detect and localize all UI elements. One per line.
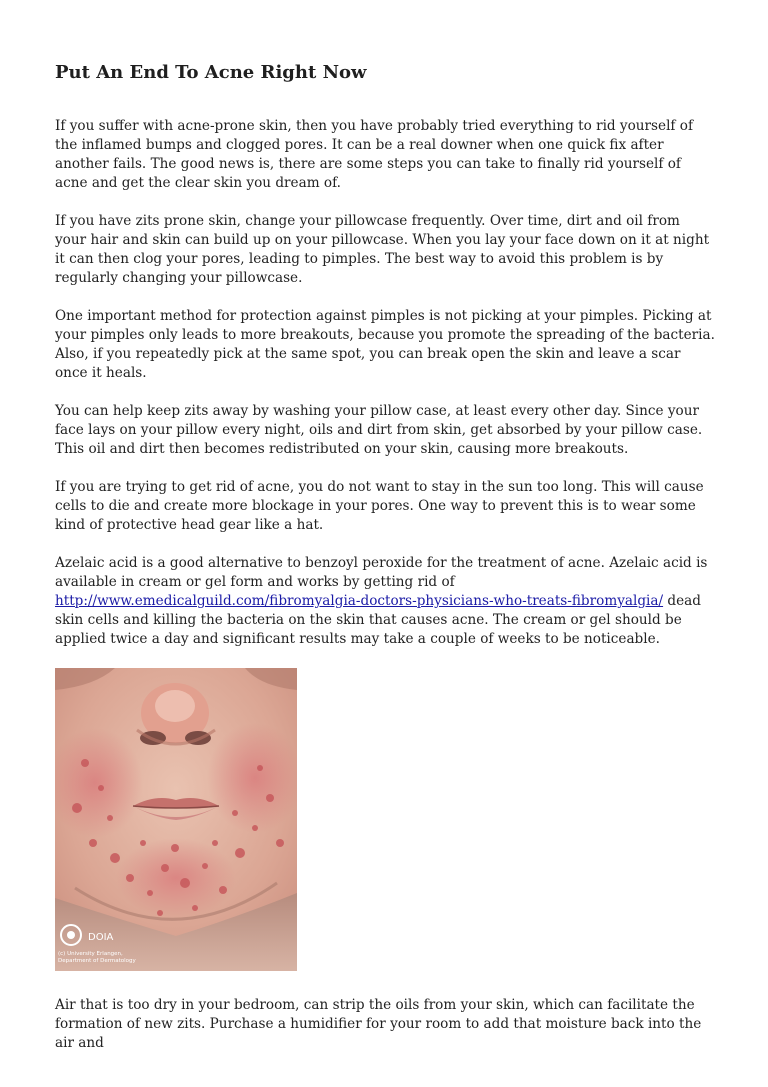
document-page bbox=[55, 60, 715, 1072]
azelaic-text-after: dead skin cells and killing the bacteria on the skin that causes acne. The cream or gel should be applied twice a day and significant results may take a couple of weeks to be noticeable. bbox=[55, 593, 701, 647]
paragraph-washing: You can help keep zits away by washing your pillow case, at least every other day. Since your face lays on your pillow every night, oils and dirt from skin, get absorbed by your pillow case. This oil and dirt then becomes redistributed on your skin, causing more breakouts. bbox=[55, 403, 703, 457]
acne-face-photo bbox=[55, 668, 297, 971]
paragraph-intro: If you suffer with acne-prone skin, then you have probably tried everything to rid yourself of the inflamed bumps and clogged pores. It can be a real downer when one quick fix after another fails. The good news is, there are some steps you can take to finally rid yourself of acne and get the clear skin you dream of. bbox=[55, 118, 693, 191]
acne-face-illustration bbox=[55, 668, 297, 971]
paragraph-azelaic bbox=[55, 554, 715, 649]
paragraph-picking: One important method for protection against pimples is not picking at your pimples. Picking at your pimples only leads to more breakouts, because you promote the spreading of the bacteria. Also, if you repeatedly pick at the same spot, you can break open the skin and leave a scar once it heals. bbox=[55, 308, 715, 381]
image-credit-line-2: Department of Dermatology bbox=[58, 958, 136, 964]
emedicalguild-link[interactable]: http://www.emedicalguild.com/fibromyalgia-doctors-physicians-who-treats-fibromyalgia/ bbox=[55, 593, 664, 609]
azelaic-text-before: Azelaic acid is a good alternative to benzoyl peroxide for the treatment of acne. Azelaic acid is available in cream or gel form and works by getting rid of bbox=[55, 555, 708, 590]
watermark-text: DOIA bbox=[88, 932, 114, 943]
paragraph-sun: If you are trying to get rid of acne, you do not want to stay in the sun too long. This will cause cells to die and create more blockage in your pores. One way to prevent this is to wear some kind of protective head gear like a hat. bbox=[55, 479, 704, 533]
paragraph-humidifier: Air that is too dry in your bedroom, can strip the oils from your skin, which can facilitate the formation of new zits. Purchase a humidifier for your room to add that moisture back into the air and bbox=[55, 997, 702, 1051]
paragraph-pillowcase: If you have zits prone skin, change your pillowcase frequently. Over time, dirt and oil from your hair and skin can build up on your pillowcase. When you lay your face down on it at night it can then clog your pores, leading to pimples. The best way to avoid this problem is by regularly changing your pillowcase. bbox=[55, 213, 710, 286]
page-title: Put An End To Acne Right Now bbox=[55, 62, 367, 83]
image-credit-line-1: (c) University Erlangen, bbox=[58, 951, 123, 957]
